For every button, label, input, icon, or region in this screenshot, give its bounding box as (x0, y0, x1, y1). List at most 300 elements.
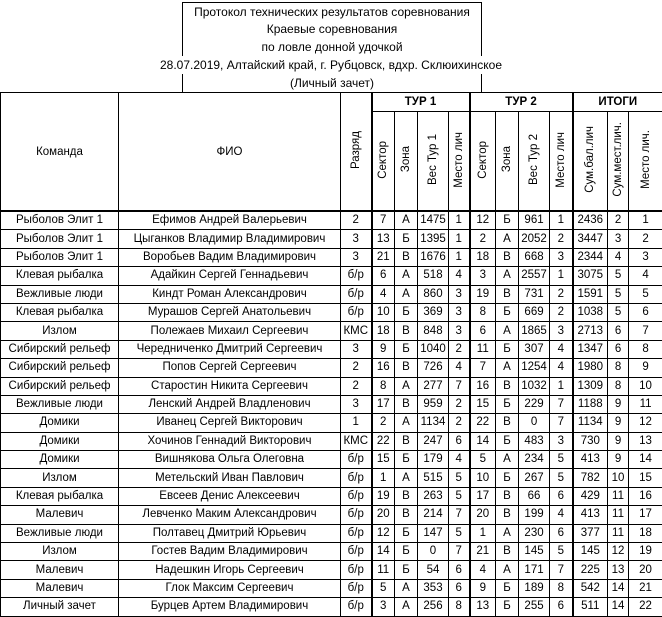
sector2-cell: 9 (470, 579, 496, 597)
zone1-cell: Б (395, 230, 418, 248)
zone1-cell: А (395, 211, 418, 230)
zone1-cell: В (395, 322, 418, 340)
name-cell: Ленский Андрей Владленович (119, 395, 341, 413)
name-cell: Попов Сергей Сергеевич (119, 359, 341, 377)
final-place-cell: 11 (629, 395, 662, 413)
weight1-cell: 263 (418, 487, 449, 505)
name-cell: Глок Максим Сергеевич (119, 579, 341, 597)
place2-cell: 1 (550, 267, 573, 285)
zone1-cell: В (395, 506, 418, 524)
rank-cell: 3 (341, 340, 372, 358)
place2-cell: 5 (550, 543, 573, 561)
weight1-cell: 0 (418, 543, 449, 561)
zone1-cell: Б (395, 543, 418, 561)
name-cell: Хочинов Геннадий Викторович (119, 432, 341, 450)
final-place-cell: 5 (629, 285, 662, 303)
header-sector-1: Сектор (372, 112, 395, 212)
place1-cell: 6 (449, 561, 470, 579)
name-cell: Иванец Сергей Викторович (119, 414, 341, 432)
place2-cell: 6 (550, 598, 573, 616)
place1-cell: 6 (449, 432, 470, 450)
sector1-cell: 18 (372, 322, 395, 340)
rank-cell: б/р (341, 451, 372, 469)
final-place-cell: 6 (629, 303, 662, 321)
zone2-cell: Б (496, 303, 519, 321)
rank-cell: б/р (341, 561, 372, 579)
sector1-cell: 1 (372, 469, 395, 487)
name-cell: Полежаев Михаил Сергеевич (119, 322, 341, 340)
sector1-cell: 17 (372, 395, 395, 413)
team-cell: Вежливые люди (1, 395, 119, 413)
sector1-cell: 20 (372, 506, 395, 524)
table-row (1, 506, 662, 524)
sum-places-cell: 6 (608, 340, 629, 358)
rank-cell: 2 (341, 211, 372, 230)
sector2-cell: 17 (470, 487, 496, 505)
zone1-cell: А (395, 267, 418, 285)
zone1-cell: А (395, 414, 418, 432)
weight1-cell: 848 (418, 322, 449, 340)
sum-points-cell: 1134 (573, 414, 608, 432)
zone1-cell: Б (395, 340, 418, 358)
place2-cell: 2 (550, 230, 573, 248)
place2-cell: 3 (550, 322, 573, 340)
weight2-cell: 2557 (519, 267, 550, 285)
sector1-cell: 11 (372, 561, 395, 579)
sector2-cell: 10 (470, 469, 496, 487)
weight1-cell: 515 (418, 469, 449, 487)
place1-cell: 2 (449, 414, 470, 432)
weight2-cell: 1865 (519, 322, 550, 340)
team-cell: Клевая рыбалка (1, 487, 119, 505)
sector2-cell: 14 (470, 432, 496, 450)
sector2-cell: 13 (470, 598, 496, 616)
rank-cell: б/р (341, 543, 372, 561)
sector2-cell: 8 (470, 303, 496, 321)
rank-cell: 1 (341, 414, 372, 432)
team-cell: Сибирский рельеф (1, 377, 119, 395)
name-cell: Киндт Роман Александрович (119, 285, 341, 303)
name-cell: Левченко Маким Александрович (119, 506, 341, 524)
place1-cell: 4 (449, 267, 470, 285)
sector1-cell: 19 (372, 487, 395, 505)
weight1-cell: 214 (418, 506, 449, 524)
final-place-cell: 10 (629, 377, 662, 395)
place2-cell: 7 (550, 395, 573, 413)
header-rank: Разряд (341, 93, 372, 212)
zone1-cell: А (395, 598, 418, 616)
name-cell: Евсеев Денис Алексеевич (119, 487, 341, 505)
rank-cell: б/р (341, 267, 372, 285)
weight1-cell: 147 (418, 524, 449, 542)
sum-places-cell: 2 (608, 211, 629, 230)
final-place-cell: 20 (629, 561, 662, 579)
place2-cell: 3 (550, 432, 573, 450)
sector2-cell: 20 (470, 506, 496, 524)
sum-points-cell: 225 (573, 561, 608, 579)
header-place-2: Место лич (550, 112, 573, 212)
sum-points-cell: 2344 (573, 248, 608, 266)
zone2-cell: А (496, 230, 519, 248)
table-row (1, 451, 662, 469)
sum-points-cell: 2436 (573, 211, 608, 230)
sector2-cell: 11 (470, 340, 496, 358)
place1-cell: 3 (449, 322, 470, 340)
zone2-cell: В (496, 506, 519, 524)
sum-points-cell: 511 (573, 598, 608, 616)
weight1-cell: 518 (418, 267, 449, 285)
header-weight-1: Вес Тур 1 (418, 112, 449, 212)
team-cell: Домики (1, 432, 119, 450)
weight2-cell: 483 (519, 432, 550, 450)
table-row (1, 414, 662, 432)
team-cell: Личный зачет (1, 598, 119, 616)
weight2-cell: 229 (519, 395, 550, 413)
zone1-cell: Б (395, 561, 418, 579)
name-cell: Старостин Никита Сергеевич (119, 377, 341, 395)
table-row (1, 579, 662, 597)
place1-cell: 3 (449, 303, 470, 321)
place1-cell: 1 (449, 248, 470, 266)
sum-places-cell: 8 (608, 377, 629, 395)
zone2-cell: Б (496, 340, 519, 358)
rank-cell: КМС (341, 432, 372, 450)
sum-points-cell: 3075 (573, 267, 608, 285)
sector2-cell: 12 (470, 211, 496, 230)
rank-cell: б/р (341, 506, 372, 524)
final-place-cell: 4 (629, 267, 662, 285)
zone1-cell: В (395, 359, 418, 377)
rank-cell: б/р (341, 579, 372, 597)
team-cell: Излом (1, 322, 119, 340)
title-line-2: Краевые соревнования (182, 20, 482, 38)
final-place-cell: 17 (629, 506, 662, 524)
name-cell: Метельский Иван Павлович (119, 469, 341, 487)
sector1-cell: 22 (372, 432, 395, 450)
sum-places-cell: 9 (608, 395, 629, 413)
weight1-cell: 1395 (418, 230, 449, 248)
team-cell: Излом (1, 469, 119, 487)
weight2-cell: 668 (519, 248, 550, 266)
place2-cell: 7 (550, 414, 573, 432)
team-cell: Вежливые люди (1, 285, 119, 303)
table-row (1, 285, 662, 303)
weight2-cell: 255 (519, 598, 550, 616)
table-row (1, 267, 662, 285)
place1-cell: 4 (449, 451, 470, 469)
sector1-cell: 15 (372, 451, 395, 469)
place2-cell: 1 (550, 211, 573, 230)
place2-cell: 2 (550, 303, 573, 321)
table-row (1, 340, 662, 358)
place1-cell: 8 (449, 598, 470, 616)
table-row (1, 211, 662, 230)
final-place-cell: 16 (629, 487, 662, 505)
weight1-cell: 726 (418, 359, 449, 377)
sector2-cell: 18 (470, 248, 496, 266)
header-weight-2: Вес Тур 2 (519, 112, 550, 212)
sector1-cell: 6 (372, 267, 395, 285)
final-place-cell: 15 (629, 469, 662, 487)
rank-cell: б/р (341, 524, 372, 542)
table-row (1, 432, 662, 450)
weight2-cell: 669 (519, 303, 550, 321)
weight2-cell: 731 (519, 285, 550, 303)
table-row (1, 561, 662, 579)
zone1-cell: А (395, 579, 418, 597)
place1-cell: 7 (449, 377, 470, 395)
sum-points-cell: 730 (573, 432, 608, 450)
zone2-cell: Б (496, 432, 519, 450)
name-cell: Бурцев Артем Владимирович (119, 598, 341, 616)
sum-places-cell: 10 (608, 469, 629, 487)
table-row (1, 359, 662, 377)
sector2-cell: 4 (470, 561, 496, 579)
sum-points-cell: 1038 (573, 303, 608, 321)
rank-cell: КМС (341, 322, 372, 340)
name-cell: Цыганков Владимир Владимирович (119, 230, 341, 248)
sum-points-cell: 2713 (573, 322, 608, 340)
final-place-cell: 22 (629, 598, 662, 616)
team-cell: Рыболов Элит 1 (1, 230, 119, 248)
header-zone-1: Зона (395, 112, 418, 212)
team-cell: Излом (1, 543, 119, 561)
weight2-cell: 145 (519, 543, 550, 561)
team-cell: Малевич (1, 561, 119, 579)
name-cell: Надешкин Игорь Сергеевич (119, 561, 341, 579)
team-cell: Малевич (1, 579, 119, 597)
sector2-cell: 22 (470, 414, 496, 432)
name-cell: Ефимов Андрей Валерьевич (119, 211, 341, 230)
zone2-cell: Б (496, 395, 519, 413)
zone2-cell: А (496, 322, 519, 340)
zone1-cell: Б (395, 524, 418, 542)
zone2-cell: В (496, 414, 519, 432)
place1-cell: 2 (449, 395, 470, 413)
zone2-cell: Б (496, 211, 519, 230)
weight2-cell: 171 (519, 561, 550, 579)
table-row (1, 524, 662, 542)
zone2-cell: А (496, 451, 519, 469)
name-cell: Вишнякова Ольга Олеговна (119, 451, 341, 469)
team-cell: Рыболов Элит 1 (1, 248, 119, 266)
team-cell: Малевич (1, 506, 119, 524)
weight1-cell: 369 (418, 303, 449, 321)
sum-points-cell: 1347 (573, 340, 608, 358)
team-cell: Рыболов Элит 1 (1, 211, 119, 230)
sum-places-cell: 9 (608, 451, 629, 469)
sector1-cell: 9 (372, 340, 395, 358)
weight2-cell: 0 (519, 414, 550, 432)
weight2-cell: 230 (519, 524, 550, 542)
zone2-cell: В (496, 377, 519, 395)
sector1-cell: 2 (372, 414, 395, 432)
place2-cell: 2 (550, 285, 573, 303)
weight1-cell: 277 (418, 377, 449, 395)
table-row (1, 230, 662, 248)
sum-places-cell: 11 (608, 506, 629, 524)
table-row (1, 377, 662, 395)
sector2-cell: 21 (470, 543, 496, 561)
weight1-cell: 860 (418, 285, 449, 303)
weight2-cell: 234 (519, 451, 550, 469)
weight1-cell: 54 (418, 561, 449, 579)
name-cell: Мурашов Сергей Анатольевич (119, 303, 341, 321)
sum-places-cell: 4 (608, 248, 629, 266)
zone1-cell: Б (395, 303, 418, 321)
header-zone-2: Зона (496, 112, 519, 212)
zone2-cell: А (496, 359, 519, 377)
weight1-cell: 959 (418, 395, 449, 413)
name-cell: Адайкин Сергей Геннадьевич (119, 267, 341, 285)
sector2-cell: 19 (470, 285, 496, 303)
sum-places-cell: 8 (608, 359, 629, 377)
rank-cell: 2 (341, 359, 372, 377)
sum-points-cell: 1188 (573, 395, 608, 413)
place1-cell: 3 (449, 285, 470, 303)
place1-cell: 5 (449, 487, 470, 505)
final-place-cell: 3 (629, 248, 662, 266)
results-table (0, 92, 662, 617)
sum-places-cell: 9 (608, 414, 629, 432)
sector2-cell: 2 (470, 230, 496, 248)
place1-cell: 2 (449, 340, 470, 358)
zone2-cell: В (496, 487, 519, 505)
zone2-cell: В (496, 285, 519, 303)
final-place-cell: 12 (629, 414, 662, 432)
zone2-cell: Б (496, 598, 519, 616)
table-row (1, 487, 662, 505)
sum-points-cell: 1309 (573, 377, 608, 395)
place2-cell: 4 (550, 340, 573, 358)
rank-cell: 2 (341, 377, 372, 395)
name-cell: Гостев Вадим Владимирович (119, 543, 341, 561)
place2-cell: 1 (550, 377, 573, 395)
rank-cell: 3 (341, 230, 372, 248)
final-place-cell: 1 (629, 211, 662, 230)
sum-places-cell: 11 (608, 487, 629, 505)
place2-cell: 7 (550, 561, 573, 579)
sum-places-cell: 14 (608, 598, 629, 616)
place2-cell: 3 (550, 248, 573, 266)
sector1-cell: 21 (372, 248, 395, 266)
sum-places-cell: 9 (608, 432, 629, 450)
place2-cell: 8 (550, 579, 573, 597)
sector2-cell: 1 (470, 524, 496, 542)
sum-places-cell: 11 (608, 524, 629, 542)
weight2-cell: 961 (519, 211, 550, 230)
place2-cell: 5 (550, 469, 573, 487)
sector1-cell: 16 (372, 359, 395, 377)
name-cell: Чередниченко Дмитрий Сергеевич (119, 340, 341, 358)
header-tour1: ТУР 1 (372, 93, 470, 112)
sector2-cell: 16 (470, 377, 496, 395)
zone1-cell: В (395, 248, 418, 266)
zone2-cell: А (496, 561, 519, 579)
place1-cell: 1 (449, 211, 470, 230)
rank-cell: б/р (341, 285, 372, 303)
place2-cell: 6 (550, 487, 573, 505)
place1-cell: 7 (449, 506, 470, 524)
weight2-cell: 66 (519, 487, 550, 505)
rank-cell: б/р (341, 469, 372, 487)
header-tour2: ТУР 2 (470, 93, 573, 112)
weight2-cell: 199 (519, 506, 550, 524)
sum-points-cell: 429 (573, 487, 608, 505)
place2-cell: 4 (550, 359, 573, 377)
rank-cell: б/р (341, 487, 372, 505)
header-sum-places: Сум.мест.лич. (608, 112, 629, 212)
zone2-cell: А (496, 267, 519, 285)
table-row (1, 598, 662, 616)
header-team: Команда (1, 93, 119, 212)
sector1-cell: 13 (372, 230, 395, 248)
final-place-cell: 21 (629, 579, 662, 597)
sum-places-cell: 5 (608, 303, 629, 321)
title-line-5: (Личный зачет) (182, 74, 482, 92)
title-line-4: 28.07.2019, Алтайский край, г. Рубцовск, вдхр. Склюихинское (130, 56, 532, 74)
team-cell: Клевая рыбалка (1, 303, 119, 321)
sum-places-cell: 5 (608, 285, 629, 303)
table-row (1, 469, 662, 487)
sum-points-cell: 3447 (573, 230, 608, 248)
zone1-cell: В (395, 487, 418, 505)
team-cell: Домики (1, 451, 119, 469)
rank-cell: б/р (341, 303, 372, 321)
final-place-cell: 18 (629, 524, 662, 542)
sum-points-cell: 377 (573, 524, 608, 542)
sector2-cell: 5 (470, 451, 496, 469)
weight2-cell: 1254 (519, 359, 550, 377)
sum-points-cell: 413 (573, 506, 608, 524)
weight1-cell: 1040 (418, 340, 449, 358)
name-cell: Полтавец Дмитрий Юрьевич (119, 524, 341, 542)
rank-cell: 3 (341, 395, 372, 413)
sum-points-cell: 145 (573, 543, 608, 561)
sector2-cell: 7 (470, 359, 496, 377)
name-cell: Воробьев Вадим Владимирович (119, 248, 341, 266)
zone2-cell: В (496, 543, 519, 561)
weight2-cell: 2052 (519, 230, 550, 248)
sector1-cell: 3 (372, 598, 395, 616)
final-place-cell: 13 (629, 432, 662, 450)
sum-points-cell: 542 (573, 579, 608, 597)
table-row (1, 395, 662, 413)
weight1-cell: 247 (418, 432, 449, 450)
table-row (1, 303, 662, 321)
zone2-cell: Б (496, 579, 519, 597)
sum-places-cell: 12 (608, 543, 629, 561)
sector1-cell: 5 (372, 579, 395, 597)
team-cell: Домики (1, 414, 119, 432)
weight2-cell: 267 (519, 469, 550, 487)
place1-cell: 5 (449, 524, 470, 542)
final-place-cell: 19 (629, 543, 662, 561)
place2-cell: 6 (550, 524, 573, 542)
final-place-cell: 9 (629, 359, 662, 377)
header-name: ФИО (119, 93, 341, 212)
sector1-cell: 10 (372, 303, 395, 321)
zone1-cell: А (395, 285, 418, 303)
weight1-cell: 1475 (418, 211, 449, 230)
sum-places-cell: 5 (608, 267, 629, 285)
sum-places-cell: 6 (608, 322, 629, 340)
place1-cell: 7 (449, 543, 470, 561)
title-line-1: Протокол технических результатов соревнования (182, 2, 482, 21)
header-final-place: Место лич. (629, 112, 662, 212)
table-row (1, 322, 662, 340)
sector2-cell: 3 (470, 267, 496, 285)
